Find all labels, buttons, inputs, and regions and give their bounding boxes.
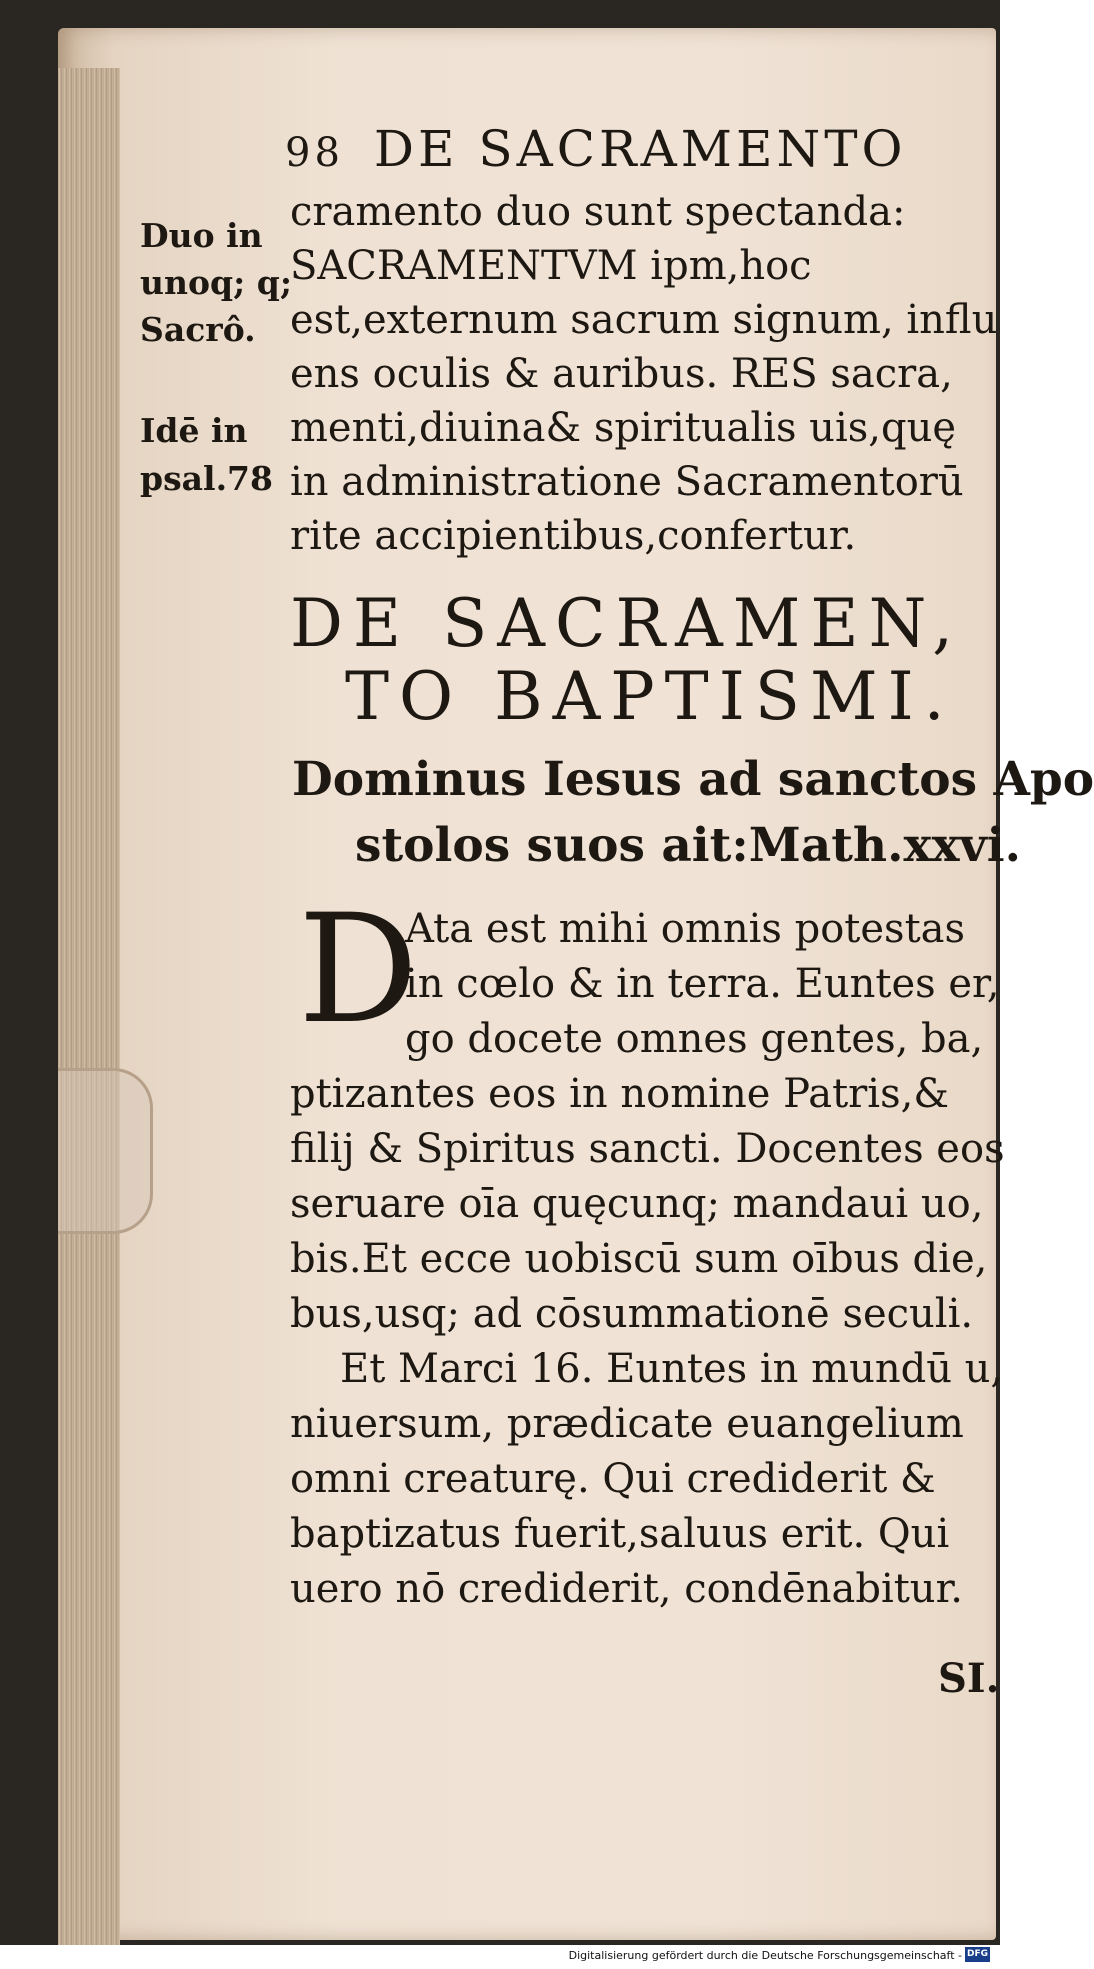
margin-note: Idē in [140,411,248,450]
catchword: SI. [938,1655,1000,1702]
margin-note: Duo in [140,216,263,255]
text-line: rite accipientibus,confertur. [290,513,857,559]
section-title-line1: DE SACRAMEN, [290,585,964,662]
margin-note: Sacrô. [140,310,256,349]
section-title-line2: TO BAPTISMI. [345,658,955,735]
dfg-logo: DFG [965,1947,990,1962]
text-line: Ata est mihi omnis potestas [405,906,966,952]
text-line: omni creaturę. Qui crediderit & [290,1456,936,1502]
text-line: menti,diuina& spiritualis uis,quę [290,405,957,451]
text-line: bus,usq; ad cōsummationē seculi. [290,1291,974,1337]
running-head [285,120,985,178]
text-line: bis.Et ecce uobiscū sum oībus die, [290,1236,988,1282]
text-line: uero nō crediderit, condēnabitur. [290,1566,964,1612]
page-number: 98 [285,130,344,176]
text-line: filij & Spiritus sancti. Docentes eos [290,1126,1005,1172]
text-line: ens oculis & auribus. RES sacra, [290,351,953,397]
subheading-line1: Dominus Iesus ad sanctos Apo [292,752,1094,807]
footer-credit: Digitalisierung gefördert durch die Deutsche Forschungsgemeinschaft - [568,1949,962,1962]
page-edges [58,68,120,1948]
drop-cap: D [298,883,419,1057]
margin-note: psal.78 [140,459,273,498]
text-line: cramento duo sunt spectanda: [290,189,906,235]
text-line: Et Marci 16. Euntes in mundū u, [340,1346,1004,1392]
text-line: in cœlo & in terra. Euntes er, [405,961,1000,1007]
subheading-line2: stolos suos ait:Math.xxvi. [355,818,1022,873]
text-line: in administratione Sacramentorū [290,459,964,505]
text-line: baptizatus fuerit,saluus erit. Qui [290,1511,950,1557]
text-line: seruare oīa quęcunq; mandaui uo, [290,1181,984,1227]
book-clip [58,1068,153,1234]
text-line: est,externum sacrum signum, influ [290,297,998,343]
text-line: niuersum, prædicate euangelium [290,1401,964,1447]
text-line: go docete omnes gentes, ba, [405,1016,984,1062]
running-title: DE SACRAMENTO [373,120,907,178]
text-line: SACRAMENTVM ipm,hoc [290,243,812,289]
text-line: ptizantes eos in nomine Patris,& [290,1071,949,1117]
margin-note: unoq; q; [140,263,292,302]
